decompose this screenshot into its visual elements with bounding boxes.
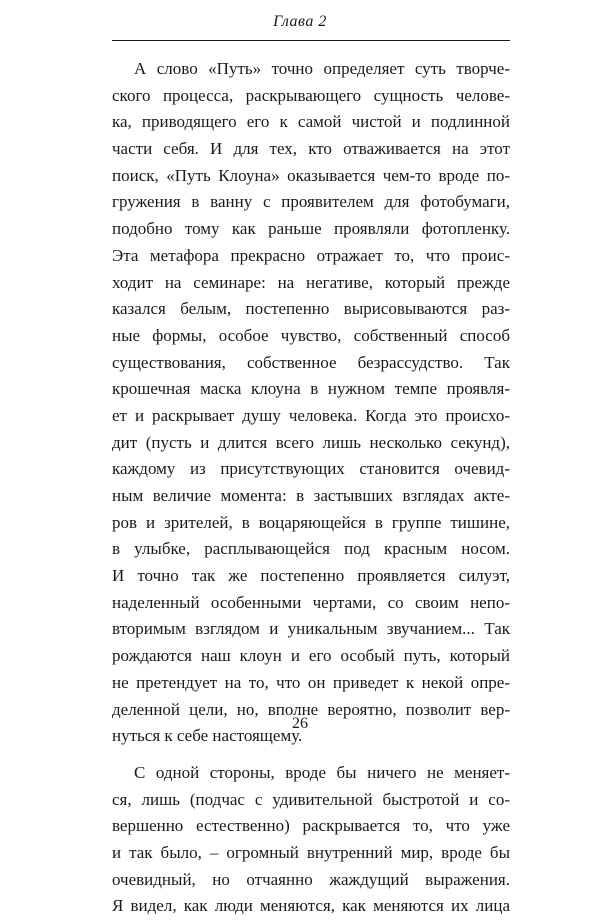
text-line: поиск, «Путь Клоуна» оказывается чем-то вроде по- bbox=[112, 165, 510, 185]
text-line: ным величие момента: в застывших взглядах акте- bbox=[112, 486, 510, 505]
text-line: рождаются наш клоун и его особый путь, который bbox=[112, 646, 510, 666]
page-body bbox=[112, 56, 510, 920]
text-line: подобно тому как раньше проявляли фотопленку. bbox=[112, 219, 510, 239]
text-line: ка, приводящего его к самой чистой и подлинной bbox=[112, 112, 510, 132]
paragraph-gap bbox=[112, 750, 510, 760]
text-line: ные формы, особое чувство, собственный способ bbox=[112, 325, 510, 345]
text-line: Эта метафора прекрасно отражает то, что проис- bbox=[112, 245, 510, 265]
text-line: крошечная маска клоуна в нужном темпе проявля- bbox=[112, 379, 510, 399]
text-line: казался белым, постепенно вырисовываются раз- bbox=[112, 299, 510, 319]
text-line: гружения в ванну с проявителем для фотобумаги, bbox=[112, 192, 510, 212]
text-line: нуться к себе настоящему. bbox=[112, 726, 303, 746]
text-line: не претендует на то, что он приведет к некой опре- bbox=[112, 672, 510, 692]
running-head-chapter: Глава 2 bbox=[273, 13, 327, 30]
text-line: и так было, – огромный внутренний мир, вроде бы bbox=[112, 842, 510, 862]
text-line: И точно так же постепенно проявляется силуэт, bbox=[112, 566, 510, 586]
text-line: очевидный, но отчаянно жаждущий выражения. bbox=[112, 869, 510, 889]
text-line: части себя. И для тех, кто отваживается на этот bbox=[112, 139, 510, 159]
text-line: А слово «Путь» точно определяет суть творче- bbox=[134, 59, 510, 78]
header-rule bbox=[112, 40, 510, 41]
text-line: дит (пусть и длится всего лишь несколько секунд), bbox=[112, 432, 510, 452]
text-line: ся, лишь (подчас с удивительной быстротой и со- bbox=[112, 789, 510, 809]
text-line: в улыбке, расплывающейся под красным носом. bbox=[112, 539, 510, 559]
page-number: 26 bbox=[292, 715, 308, 732]
text-line: наделенный особенными чертами, со своим непо- bbox=[112, 592, 510, 612]
text-line: Я видел, как люди меняются, как меняются их лица bbox=[112, 896, 510, 916]
text-line: деленной цели, но, вполне вероятно, позволит вер- bbox=[112, 699, 510, 719]
text-line: существования, собственное безрассудство. Так bbox=[112, 352, 510, 372]
text-line: каждому из присутствующих становится очевид- bbox=[112, 459, 510, 479]
text-line: ского процесса, раскрывающего сущность челове- bbox=[112, 85, 510, 105]
text-line: ров и зрителей, в воцаряющейся в группе тишине, bbox=[112, 512, 510, 532]
paragraph bbox=[112, 56, 510, 750]
text-line: ходит на семинаре: на негативе, который прежде bbox=[112, 272, 510, 292]
text-line: вторимым взглядом и уникальным звучанием... Так bbox=[112, 619, 510, 639]
text-line: вершенно естественно) раскрывается то, что уже bbox=[112, 816, 510, 836]
text-line: С одной стороны, вроде бы ничего не меняет- bbox=[134, 762, 510, 782]
text-line: ет и раскрывает душу человека. Когда это происхо- bbox=[112, 405, 510, 425]
paragraph bbox=[112, 760, 510, 920]
